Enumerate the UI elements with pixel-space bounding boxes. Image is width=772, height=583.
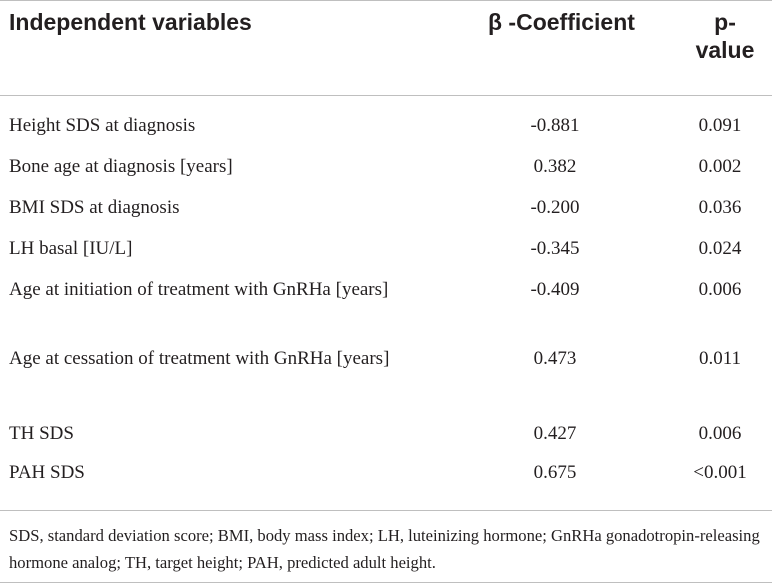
row-variable-name: Age at cessation of treatment with GnRHa [years] <box>9 348 390 369</box>
row-coefficient: -0.881 <box>530 115 580 136</box>
row-p-value: 0.002 <box>698 156 742 177</box>
row-coefficient: 0.473 <box>533 348 577 369</box>
row-coefficient: 0.382 <box>533 156 577 177</box>
row-coefficient: -0.200 <box>530 197 580 218</box>
header-bottom-rule <box>0 95 772 96</box>
table-bottom-rule <box>0 510 772 511</box>
row-variable-name: PAH SDS <box>9 462 85 483</box>
header-independent-variables: Independent variables <box>9 9 252 35</box>
header-beta-coefficient: β -Coefficient <box>488 9 635 35</box>
row-p-value: 0.091 <box>698 115 742 136</box>
row-coefficient: 0.675 <box>533 462 577 483</box>
row-variable-name: TH SDS <box>9 423 74 444</box>
row-variable-name: BMI SDS at diagnosis <box>9 197 180 218</box>
table-top-rule <box>0 0 772 1</box>
row-variable-name: LH basal [IU/L] <box>9 238 133 259</box>
row-variable-name: Age at initiation of treatment with GnRHa [years] <box>9 279 389 300</box>
row-variable-name: Height SDS at diagnosis <box>9 115 196 136</box>
row-variable-name: Bone age at diagnosis [years] <box>9 156 233 177</box>
row-p-value: 0.006 <box>698 279 742 300</box>
row-p-value: 0.006 <box>698 423 742 444</box>
table-footnote: SDS, standard deviation score; BMI, body mass index; LH, luteinizing hormone; GnRHa gonadotropin-releasing hormone analog; TH, target height; PAH, predicted adult height. <box>9 526 760 572</box>
row-coefficient: -0.409 <box>530 279 580 300</box>
row-p-value: 0.024 <box>698 238 742 259</box>
row-p-value: <0.001 <box>693 462 747 483</box>
header-p-value: p-value <box>695 9 755 63</box>
row-coefficient: -0.345 <box>530 238 580 259</box>
row-p-value: 0.011 <box>698 348 742 369</box>
row-coefficient: 0.427 <box>533 423 577 444</box>
row-p-value: 0.036 <box>698 197 742 218</box>
